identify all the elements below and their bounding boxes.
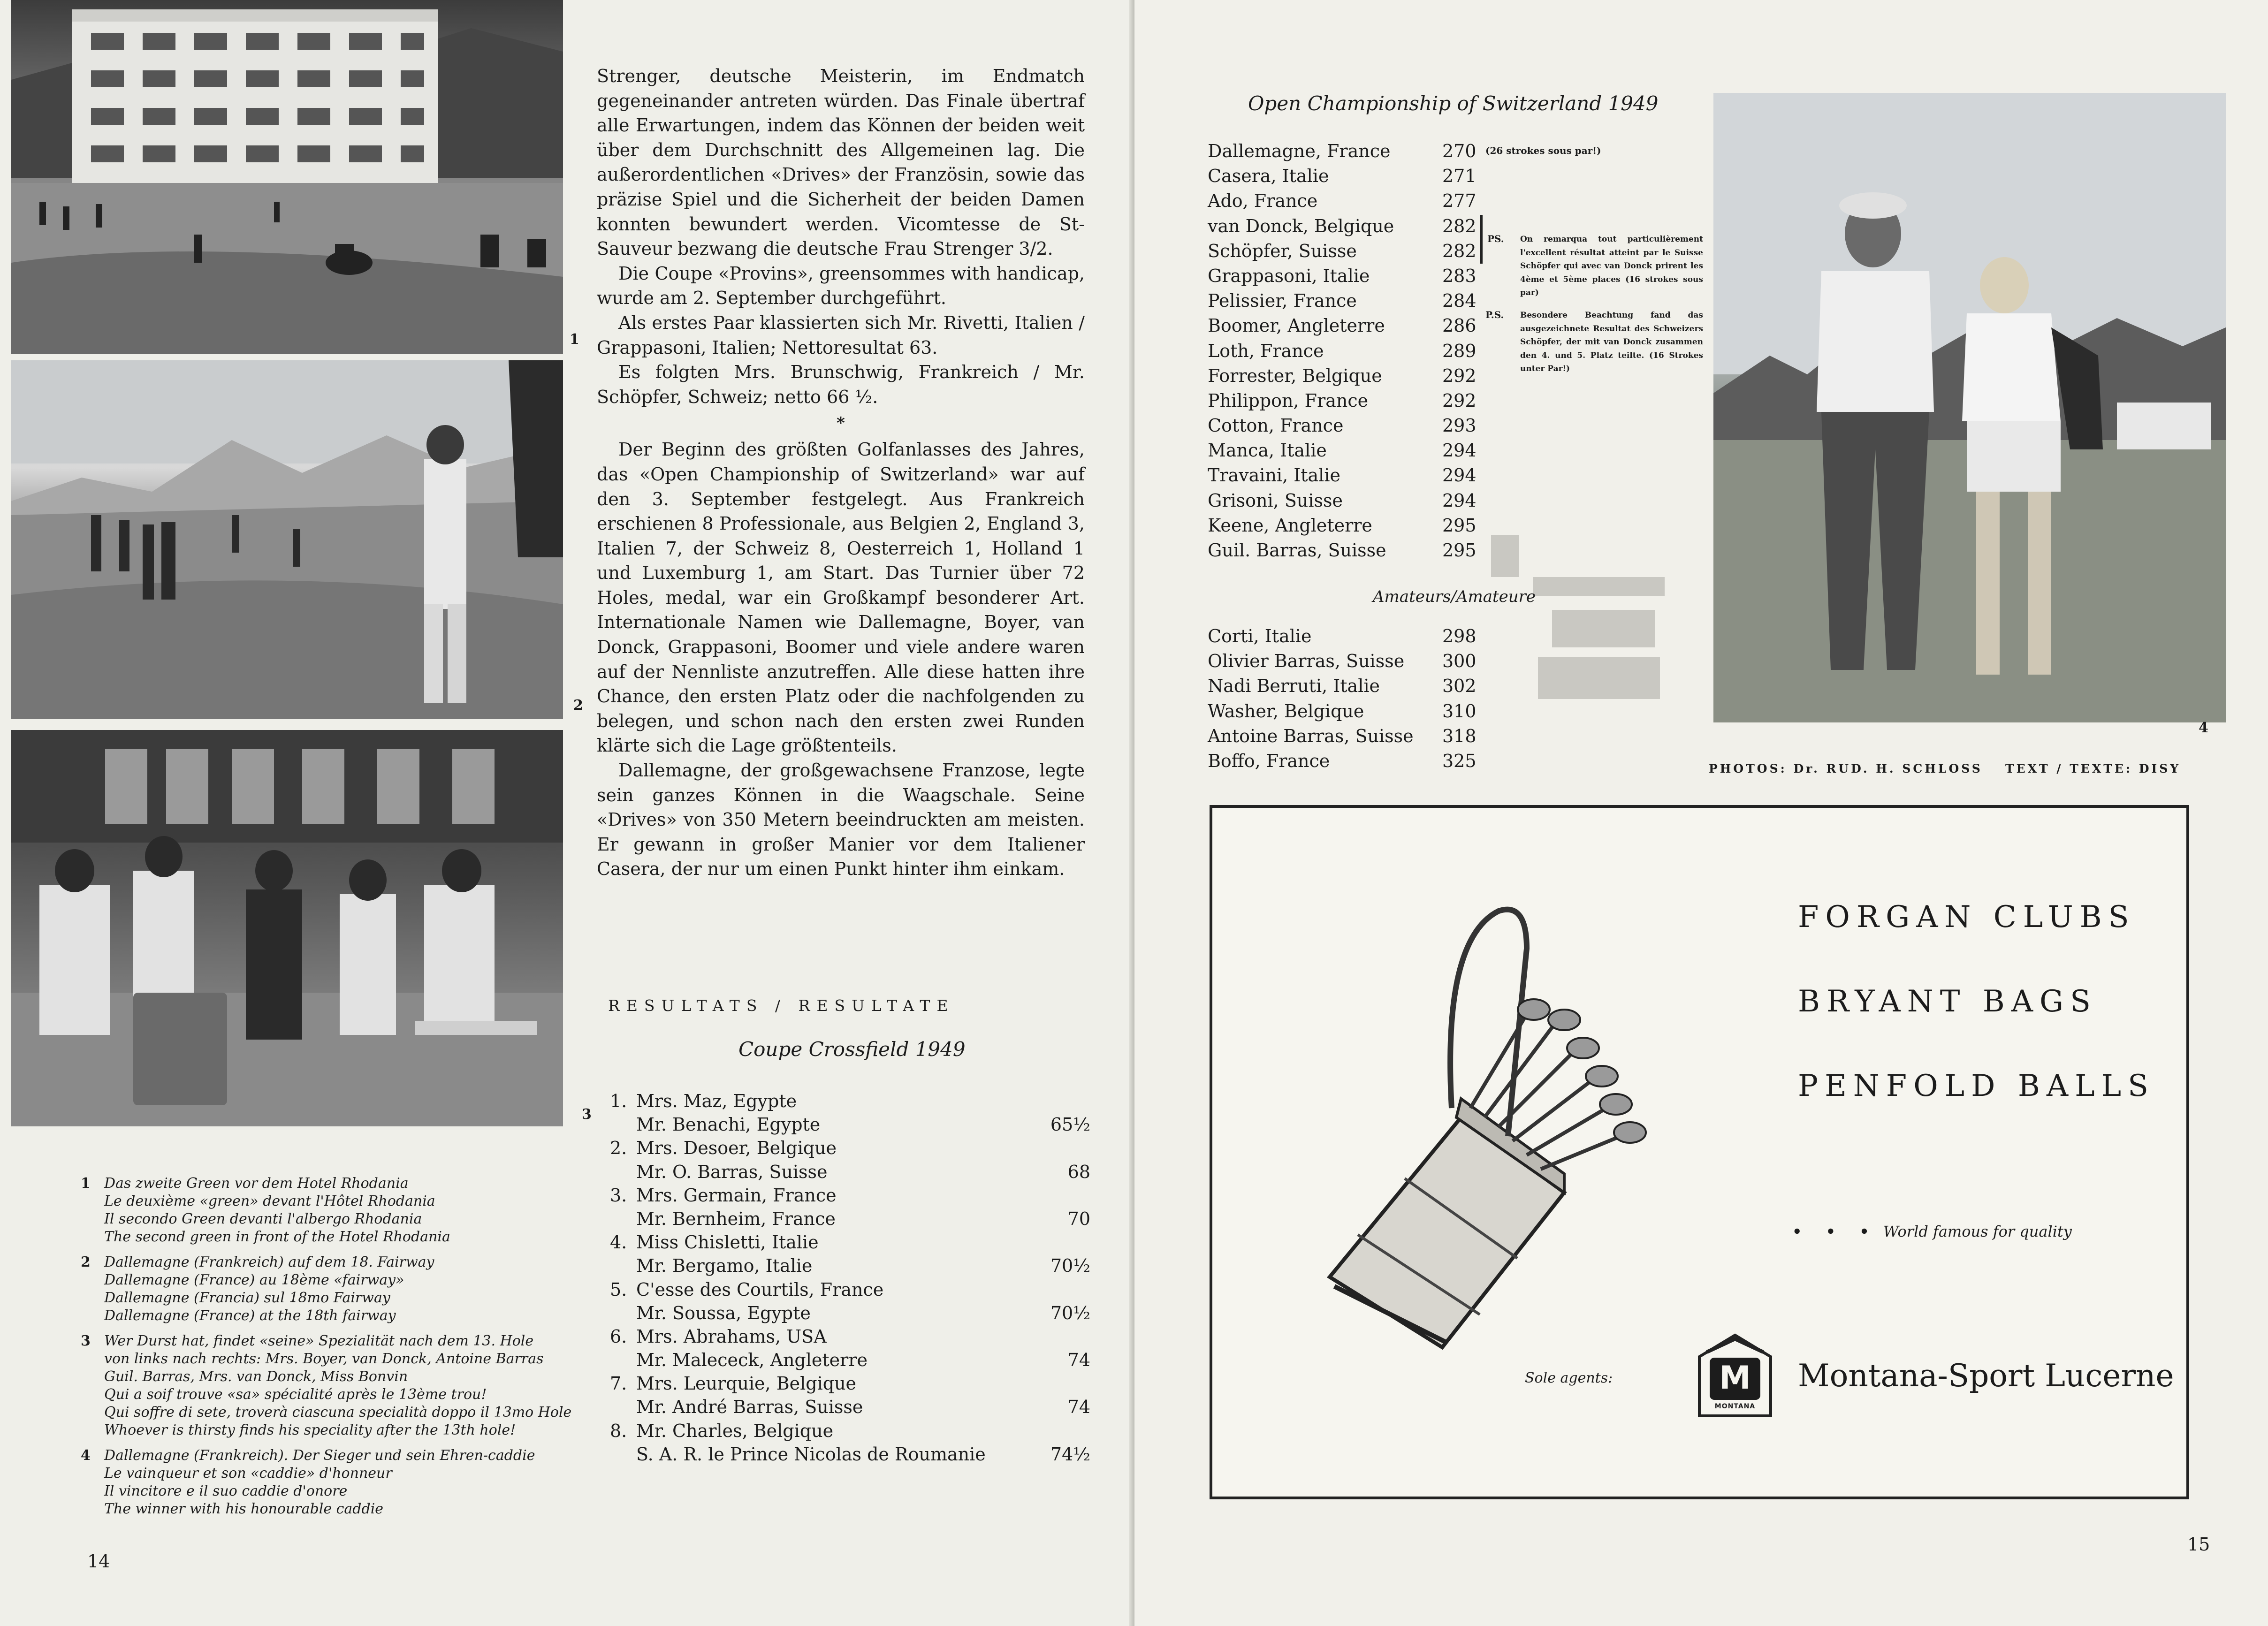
coupe-result-row <box>610 1301 1090 1325</box>
coupe-result-row <box>610 1136 1090 1160</box>
article-paragraph: Strenger, deutsche Meisterin, im Endmatch gegeneinander antreten würden. Das Finale übertraf alle Erwartungen, indem das Können der beiden weit über dem Durchschnitt des Allgemeinen lag. Die außerordentlichen «Drives» der Französin, sowie das präzise Spiel und die Sicherheit der beiden Damen konnten bewundert werden. Vicomtesse de St-Sauveur bezwang die deutsche Frau Strenger 3/2. <box>597 66 1085 259</box>
caption-block <box>81 1254 545 1325</box>
coupe-result-row <box>610 1160 1090 1184</box>
caption-line: The second green in front of the Hotel Rhodania <box>104 1229 450 1245</box>
coupe-result-row <box>610 1254 1090 1277</box>
player-name: Nadi Berruti, Italie <box>1208 676 1380 697</box>
caption-line: Wer Durst hat, findet «seine» Spezialität nach dem 13. Hole <box>104 1333 534 1349</box>
player-score: 325 <box>1442 750 1476 771</box>
ad-slogan <box>1792 1223 2072 1240</box>
coupe-result-row <box>610 1325 1090 1348</box>
player-score: 289 <box>1442 340 1476 361</box>
article-paragraph: Dallemagne, der großgewachsene Franzose, legte sein ganzes Können in die Waagschale. Seine «Drives» von 350 Metern beeindruckten am meisten. Er gewann in großer Manier vor dem Italiener Casera, der nur um einen Punkt hinter ihm einkam. <box>597 760 1085 880</box>
article-body <box>597 64 1085 881</box>
result-rank: 3. <box>610 1185 627 1206</box>
result-name: Mrs. Germain, France <box>636 1185 837 1206</box>
photo-refreshment-group <box>11 730 563 1126</box>
result-name: Mr. Bergamo, Italie <box>636 1255 813 1276</box>
player-score: 270 <box>1442 141 1476 161</box>
player-score: 284 <box>1442 290 1476 312</box>
result-name: Mrs. Desoer, Belgique <box>636 1138 837 1159</box>
player-name: Boomer, Angleterre <box>1208 315 1385 336</box>
result-name: Mr. Charles, Belgique <box>636 1420 834 1441</box>
montana-logo <box>1697 1333 1773 1418</box>
caption-line: von links nach rechts: Mrs. Boyer, van Donck, Antoine Barras <box>104 1351 544 1367</box>
player-score: 283 <box>1442 265 1476 286</box>
player-score: 282 <box>1442 240 1476 261</box>
result-name: C'esse des Courtils, France <box>636 1279 884 1300</box>
player-score: 286 <box>1442 315 1476 336</box>
player-name: Grisoni, Suisse <box>1208 490 1343 511</box>
player-score: 294 <box>1442 440 1476 461</box>
page-number-left: 14 <box>87 1551 110 1572</box>
caption-line: Das zweite Green vor dem Hotel Rhodania <box>104 1175 409 1192</box>
player-name: Antoine Barras, Suisse <box>1208 725 1414 746</box>
result-score: 65½ <box>1050 1114 1090 1135</box>
photo-hotel-rhodania-green <box>11 0 563 354</box>
player-score: 298 <box>1442 626 1476 646</box>
caption-line: Dallemagne (Francia) sul 18mo Fairway <box>104 1290 390 1306</box>
result-score: 74 <box>1067 1397 1090 1418</box>
player-score: 295 <box>1442 540 1476 561</box>
result-rank: 8. <box>610 1420 627 1441</box>
player-score: 282 <box>1442 215 1476 236</box>
result-name: Mrs. Leurquie, Belgique <box>636 1373 857 1394</box>
result-name: Miss Chisletti, Italie <box>636 1232 819 1253</box>
result-rank: 1. <box>610 1091 627 1111</box>
photo-number-1: 1 <box>570 331 579 348</box>
caption-line: Il secondo Green devanti l'albergo Rhodania <box>104 1211 422 1227</box>
text-credits: TEXT / TEXTE: DISY <box>2005 762 2181 775</box>
article-paragraph: Es folgten Mrs. Brunschwig, Frankreich / Mr. Schöpfer, Schweiz; netto 66 ½. <box>597 362 1085 407</box>
slogan-bullets: • • • <box>1792 1223 1879 1240</box>
caption-line: The winner with his honourable caddie <box>104 1501 384 1517</box>
caption-block <box>81 1447 545 1518</box>
photo-dallemagne-fairway <box>11 360 563 719</box>
amateurs-heading: Amateurs/Amateure <box>1373 587 1536 606</box>
show-through-decoration <box>1482 516 1669 751</box>
logo-word: MONTANA <box>1714 1403 1756 1410</box>
photo-number-3: 3 <box>582 1106 592 1123</box>
coupe-result-row <box>610 1443 1090 1466</box>
results-heading: RESULTATS / RESULTATE <box>608 996 955 1015</box>
photo-credits: PHOTOS: Dr. RUD. H. SCHLOSS <box>1709 762 1983 775</box>
player-score: 277 <box>1442 190 1476 212</box>
caption-line: Dallemagne (Frankreich) auf dem 18. Fairway <box>104 1254 434 1270</box>
result-name: Mr. Soussa, Egypte <box>636 1302 811 1323</box>
player-name: Keene, Angleterre <box>1208 515 1372 536</box>
result-name: Mr. Malecеck, Angleterre <box>636 1350 868 1371</box>
page-number-right: 15 <box>2187 1534 2210 1555</box>
coupe-result-row <box>610 1348 1090 1372</box>
player-name: van Donck, Belgique <box>1208 215 1394 236</box>
result-rank: 7. <box>610 1373 627 1394</box>
ps-label-de: P.S. <box>1485 309 1504 320</box>
brand-forgan-clubs: FORGAN CLUBS <box>1798 900 2136 935</box>
player-name: Pelissier, France <box>1208 290 1357 312</box>
player-score: 300 <box>1442 651 1476 672</box>
caption-line: Whoever is thirsty finds his speciality after the 13th hole! <box>104 1422 516 1438</box>
player-name: Corti, Italie <box>1208 626 1312 646</box>
open-championship-title: Open Championship of Switzerland 1949 <box>1248 92 1659 115</box>
player-name: Loth, France <box>1208 340 1324 361</box>
player-score: 292 <box>1442 390 1476 411</box>
caption-block <box>81 1332 572 1439</box>
player-score: 294 <box>1442 490 1476 511</box>
caption-line: Le deuxième «green» devant l'Hôtel Rhodania <box>104 1193 435 1209</box>
player-score: 271 <box>1442 166 1476 187</box>
coupe-crossfield-results <box>610 1089 1090 1466</box>
player-name: Olivier Barras, Suisse <box>1208 651 1405 672</box>
caption-number: 3 <box>81 1333 91 1349</box>
logo-letter: M <box>1719 1360 1751 1397</box>
article-paragraph: Die Coupe «Provins», greensommes with handicap, wurde am 2. September durchgeführt. <box>597 263 1085 309</box>
result-score: 70½ <box>1050 1255 1090 1276</box>
result-rank: 6. <box>610 1326 627 1347</box>
caption-number: 2 <box>81 1254 91 1270</box>
caption-line: Qui a soif trouve «sa» spécialité après le 13ème trou! <box>104 1386 487 1403</box>
ps-label-fr: PS. <box>1487 233 1504 244</box>
player-name: Washer, Belgique <box>1208 700 1364 722</box>
photo-number-4: 4 <box>2199 720 2208 736</box>
player-name: Cotton, France <box>1208 415 1344 436</box>
photo-captions <box>81 1175 572 1526</box>
caption-line: Dallemagne (France) au 18ème «fairway» <box>104 1272 404 1288</box>
coupe-result-row <box>610 1395 1090 1419</box>
ps-note-de: Besondere Beachtung fand das ausgezeichnete Resultat des Schweizers Schöpfer, der mit van Donck zusammen den 4. und 5. Platz teilte. (16 Strokes unter Par!) <box>1520 311 1703 373</box>
result-name: Mr. Bernheim, France <box>636 1208 836 1229</box>
player-name: Manca, Italie <box>1208 440 1327 461</box>
caption-line: Dallemagne (France) at the 18th fairway <box>104 1307 396 1324</box>
coupe-result-row <box>610 1089 1090 1113</box>
photo-winner-with-caddie <box>1713 93 2226 722</box>
result-score: 74½ <box>1050 1444 1090 1465</box>
result-name: Mr. O. Barras, Suisse <box>636 1161 828 1182</box>
result-name: S. A. R. le Prince Nicolas de Roumanie <box>636 1444 986 1465</box>
result-name: Mr. André Barras, Suisse <box>636 1397 863 1418</box>
coupe-result-row <box>610 1113 1090 1136</box>
caption-line: Qui soffre di sete, troverà ciascuna specialità doppo il 13mo Hole <box>104 1404 572 1421</box>
player-score: 295 <box>1442 515 1476 536</box>
coupe-result-row <box>610 1184 1090 1207</box>
result-name: Mrs. Abrahams, USA <box>636 1326 827 1347</box>
player-name: Forrester, Belgique <box>1208 365 1382 386</box>
shop-name: Montana-Sport Lucerne <box>1798 1358 2174 1394</box>
player-score: 302 <box>1442 676 1476 697</box>
player-name: Ado, France <box>1208 190 1318 212</box>
player-score: 292 <box>1442 365 1476 386</box>
result-score: 74 <box>1067 1350 1090 1371</box>
caption-block <box>81 1175 545 1246</box>
player-score: 294 <box>1442 465 1476 486</box>
result-score: 68 <box>1067 1161 1090 1182</box>
coupe-crossfield-title: Coupe Crossfield 1949 <box>738 1038 966 1061</box>
montana-sport-advertisement <box>1210 805 2189 1499</box>
player-name: Schöpfer, Suisse <box>1208 240 1357 261</box>
caption-line: Dallemagne (Frankreich). Der Sieger und sein Ehren-caddie <box>104 1447 535 1464</box>
coupe-result-row <box>610 1231 1090 1254</box>
player-name: Boffo, France <box>1208 750 1330 771</box>
result-rank: 5. <box>610 1279 627 1300</box>
article-paragraph: Der Beginn des größten Golfanlasses des Jahres, das «Open Championship of Switzerland» war auf den 3. September festgelegt. Aus Frankreich erschienen 8 Professionale, aus Belgien 2, England 3, Italien 7, der Schweiz 8, Oesterreich 1, Holland 1 und Luxemburg 1, am Start. Das Turnier über 72 Holes, medal, war ein Großkampf besonderer Art. Internationale Namen wie Dallemagne, Boyer, van Donck, Grappasoni, Boomer und viele andere waren auf der Nennliste anzutreffen. Alle diese hatten ihre Chance, den ersten Platz oder die nachfolgenden zu belegen, und schon nach den ersten zwei Runden klärte sich die Lage größtenteils. <box>597 439 1085 756</box>
coupe-result-row <box>610 1278 1090 1301</box>
golf-bag-illustration <box>1264 874 1649 1361</box>
result-score: 70½ <box>1050 1302 1090 1323</box>
player-score: 293 <box>1442 415 1476 436</box>
player-name: Guil. Barras, Suisse <box>1208 540 1386 561</box>
photo-number-2: 2 <box>573 697 583 714</box>
result-rank: 2. <box>610 1138 627 1159</box>
caption-number: 1 <box>81 1175 91 1192</box>
coupe-result-row <box>610 1372 1090 1395</box>
caption-line: Il vincitore e il suo caddie d'onore <box>104 1483 348 1499</box>
player-name: Travaini, Italie <box>1208 465 1340 486</box>
coupe-result-row <box>610 1207 1090 1231</box>
ps-note-fr: On remarqua tout particulièrement l'excellent résultat atteint par le Suisse Schöpfer qui avec van Donck prirent les 4ème et 5ème places (16 strokes sous par) <box>1520 235 1703 297</box>
result-name: Mr. Benachi, Egypte <box>636 1114 821 1135</box>
player-name: Dallemagne, France <box>1208 141 1391 161</box>
player-score: 318 <box>1442 725 1476 746</box>
brand-bryant-bags: BRYANT BAGS <box>1798 984 2097 1019</box>
result-name: Mrs. Maz, Egypte <box>636 1091 797 1111</box>
caption-line: Le vainqueur et son «caddie» d'honneur <box>104 1465 392 1482</box>
coupe-result-row <box>610 1419 1090 1443</box>
sole-agents-label: Sole agents: <box>1525 1370 1613 1386</box>
section-separator: * <box>837 414 845 433</box>
slogan-text: World famous for quality <box>1883 1223 2072 1240</box>
article-paragraph: Als erstes Paar klassierten sich Mr. Rivetti, Italien / Grappasoni, Italien; Nettoresultat 63. <box>597 312 1085 358</box>
player-score: 310 <box>1442 700 1476 722</box>
player-name: Casera, Italie <box>1208 166 1329 187</box>
caption-number: 4 <box>81 1447 91 1464</box>
brand-penfold-balls: PENFOLD BALLS <box>1798 1069 2155 1103</box>
bracket-line <box>1480 215 1483 264</box>
result-score: 70 <box>1067 1208 1090 1229</box>
result-rank: 4. <box>610 1232 627 1253</box>
player-name: Philippon, France <box>1208 390 1369 411</box>
caption-line: Guil. Barras, Mrs. van Donck, Miss Bonvin <box>104 1368 408 1385</box>
player-name: Grappasoni, Italie <box>1208 265 1370 286</box>
par-note: (26 strokes sous par!) <box>1485 145 1601 156</box>
